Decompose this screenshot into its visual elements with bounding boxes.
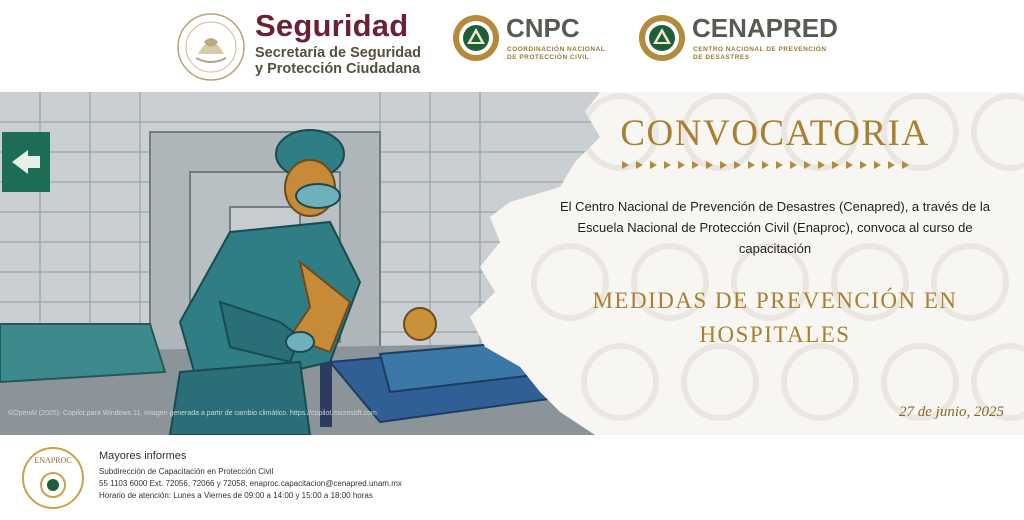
decorative-arrow-row — [622, 160, 920, 170]
convocatoria-title: CONVOCATORIA — [620, 113, 930, 154]
header-logos — [0, 0, 1024, 92]
contact-heading: Mayores informes — [99, 450, 187, 462]
cenapred-emblem-icon — [638, 14, 686, 62]
enaproc-logo-icon — [22, 447, 84, 509]
nurse-pushing-patient-stretcher-illustration — [0, 92, 620, 435]
estados-unidos-mexicanos-seal-icon — [176, 12, 246, 82]
contact-office: Subdirección de Capacitación en Protección Civil — [99, 467, 274, 476]
cnpc-subtitle-2: DE PROTECCIÓN CIVIL — [507, 54, 590, 61]
footer-contact — [0, 435, 1024, 520]
cenapred-title: CENAPRED — [692, 13, 838, 43]
cnpc-emblem-icon — [452, 14, 500, 62]
cenapred-subtitle: CENTRO NACIONAL DE PREVENCIÓN — [693, 46, 827, 53]
cnpc-subtitle: COORDINACIÓN NACIONAL — [507, 46, 606, 53]
course-title: MEDIDAS DE PREVENCIÓN EN HOSPITALES — [592, 288, 958, 347]
enaproc-logo-text: ENAPROC — [34, 456, 72, 465]
course-date: 27 de junio, 2025 — [899, 404, 1004, 420]
banner — [0, 92, 1024, 435]
seguridad-title: Seguridad — [255, 8, 409, 43]
image-credit: ©OpenAI (2025). Copilot para Windows 11. Imagen generada a partir de cambio climático. https://copilot.microsoft.com — [8, 410, 377, 417]
contact-hours: Horario de atención: Lunes a Viernes de 09:00 a 14:00 y 15:00 a 18:00 horas — [99, 491, 373, 500]
contact-phone-email: 55 1103 6000 Ext. 72056, 72066 y 72058, enaproc.capacitacion@cenapred.unam.mx — [99, 479, 402, 488]
cnpc-title: CNPC — [506, 13, 580, 43]
cenapred-subtitle-2: DE DESASTRES — [693, 54, 750, 61]
intro-text: El Centro Nacional de Prevención de Desastres (Cenapred), a través de la Escuela Nacional de Protección Civil (Enaproc), convoca al curso de capacitación — [560, 199, 990, 256]
seguridad-subtitle-2: y Protección Ciudadana — [255, 61, 421, 77]
seguridad-subtitle: Secretaría de Seguridad — [255, 45, 422, 61]
